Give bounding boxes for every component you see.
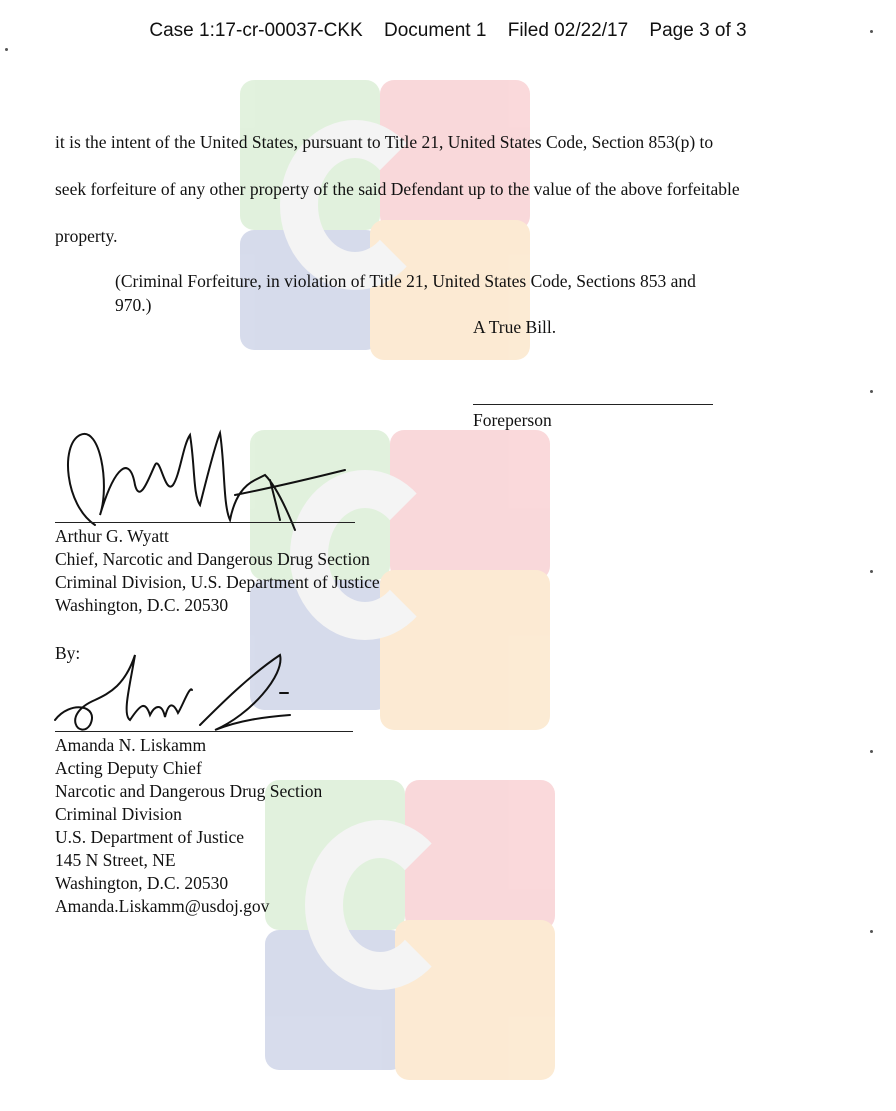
filed-date: Filed 02/22/17 <box>507 20 629 41</box>
signature-liskamm <box>50 645 310 735</box>
signer1-title: Chief, Narcotic and Dangerous Drug Section <box>55 549 370 569</box>
by-label: By: <box>55 643 81 663</box>
forfeiture-paragraph <box>55 119 845 260</box>
signer2-city: Washington, D.C. 20530 <box>55 873 229 893</box>
page-number: Page 3 of 3 <box>649 20 747 41</box>
margin-dot <box>870 390 873 393</box>
signer1-division: Criminal Division, U.S. Department of Justice <box>55 572 380 592</box>
foreperson-signature-line <box>473 404 713 405</box>
signer2-title: Acting Deputy Chief <box>55 758 202 778</box>
signer1-name: Arthur G. Wyatt <box>55 526 169 546</box>
document-number: Document 1 <box>383 20 487 41</box>
margin-dot <box>5 48 8 51</box>
signer2-section: Narcotic and Dangerous Drug Section <box>55 781 323 801</box>
signature-wyatt <box>55 425 355 535</box>
signer2-name: Amanda N. Liskamm <box>55 735 207 755</box>
signer2-street: 145 N Street, NE <box>55 850 176 870</box>
foreperson-label: Foreperson <box>473 410 552 430</box>
signer2-email: Amanda.Liskamm@usdoj.gov <box>55 896 270 916</box>
paragraph-line: property. <box>55 226 118 246</box>
signer1-city: Washington, D.C. 20530 <box>55 595 229 615</box>
signature-line-wyatt <box>55 522 355 523</box>
margin-dot <box>870 570 873 573</box>
citation-line: (Criminal Forfeiture, in violation of Title 21, United States Code, Sections 853 and <box>115 271 696 291</box>
true-bill: A True Bill. <box>473 317 557 337</box>
case-header <box>0 20 896 42</box>
citation-line: 970.) <box>115 295 152 315</box>
margin-dot <box>870 930 873 933</box>
margin-dot <box>870 750 873 753</box>
watermark-logo-bottom <box>265 780 565 1090</box>
signature-line-liskamm <box>55 731 353 732</box>
signer2-department: U.S. Department of Justice <box>55 827 245 847</box>
paragraph-line: seek forfeiture of any other property of the said Defendant up to the value of the above forfeitable <box>55 179 740 199</box>
case-number: Case 1:17-cr-00037-CKK <box>149 20 363 41</box>
signer2-division: Criminal Division <box>55 804 182 824</box>
paragraph-line: it is the intent of the United States, pursuant to Title 21, United States Code, Section 853(p) to <box>55 132 714 152</box>
